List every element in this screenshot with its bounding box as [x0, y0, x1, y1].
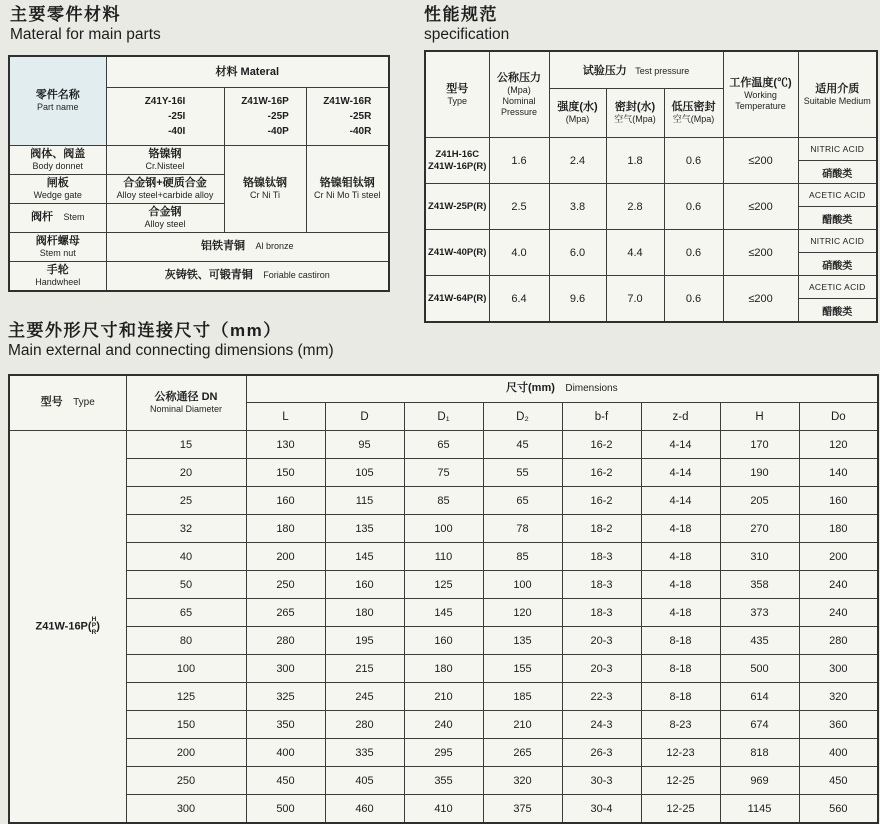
- model-header-cell: [224, 88, 306, 146]
- nominal-pressure-cell: 6.4: [489, 276, 549, 323]
- dim-cell: 250: [246, 571, 325, 599]
- dn-cell: 200: [126, 739, 246, 767]
- materials-table: [8, 55, 390, 292]
- dn-header-cell: 公称通径 DN Nominal Diameter: [126, 375, 246, 431]
- table-row: [425, 276, 877, 299]
- dn-cell: 15: [126, 431, 246, 459]
- type-cell: Z41W-25P(R): [425, 184, 489, 230]
- dn-cell: 100: [126, 655, 246, 683]
- dim-cell: 240: [799, 571, 878, 599]
- part-name-header-cell: [9, 56, 106, 146]
- part-cell: 阀杆 Stem: [9, 204, 106, 233]
- materials-heading-zh: 主要零件材料: [10, 5, 121, 24]
- dim-cell: 560: [799, 795, 878, 824]
- low-seal-cell: 0.6: [664, 138, 723, 184]
- dim-cell: 160: [325, 571, 404, 599]
- nominal-pressure-header-cell: 公称压力 (Mpa) Nominal Pressure: [489, 51, 549, 138]
- table-row: [9, 739, 878, 767]
- table-row: [9, 431, 878, 459]
- spec-section-heading: [424, 4, 509, 44]
- material-cell: 铬镍钢 Cr.Nisteel: [106, 146, 224, 175]
- model-lines: Z41W-16P -25P -40P: [241, 96, 289, 137]
- medium-zh-cell: 醋酸类: [798, 299, 877, 323]
- col-header-bf: b-f: [562, 403, 641, 431]
- type-cell: Z41H-16C Z41W-16P(R): [425, 138, 489, 184]
- col-header-D: D: [325, 403, 404, 431]
- nominal-pressure-cell: 2.5: [489, 184, 549, 230]
- dim-cell: 30-3: [562, 767, 641, 795]
- nominal-pressure-cell: 1.6: [489, 138, 549, 184]
- dimensions-heading-zh: 主要外形尺寸和连接尺寸（mm）: [8, 321, 282, 340]
- dim-cell: 135: [483, 627, 562, 655]
- dim-cell: 310: [720, 543, 799, 571]
- table-row: [9, 711, 878, 739]
- dim-cell: 674: [720, 711, 799, 739]
- col-header-H: H: [720, 403, 799, 431]
- dim-cell: 18-3: [562, 599, 641, 627]
- dim-cell: 325: [246, 683, 325, 711]
- part-name-en: Part name: [36, 102, 79, 112]
- dim-cell: 24-3: [562, 711, 641, 739]
- strength-cell: 3.8: [549, 184, 606, 230]
- dn-cell: 80: [126, 627, 246, 655]
- dim-cell: 320: [799, 683, 878, 711]
- temperature-cell: ≤200: [723, 230, 798, 276]
- dim-cell: 125: [404, 571, 483, 599]
- medium-en-cell: NITRIC ACID: [798, 230, 877, 253]
- dn-cell: 25: [126, 487, 246, 515]
- dim-cell: 300: [799, 655, 878, 683]
- dim-cell: 8-18: [641, 627, 720, 655]
- dn-cell: 300: [126, 795, 246, 824]
- table-row: [425, 138, 877, 161]
- dim-cell: 55: [483, 459, 562, 487]
- model-lines: Z41Y-16I -25I -40I: [144, 96, 186, 137]
- dim-cell: 450: [246, 767, 325, 795]
- materials-section-heading: [10, 4, 161, 44]
- dim-cell: 280: [799, 627, 878, 655]
- dim-cell: 358: [720, 571, 799, 599]
- dim-cell: 120: [483, 599, 562, 627]
- dim-cell: 373: [720, 599, 799, 627]
- dim-cell: 12-25: [641, 795, 720, 824]
- table-row: [425, 51, 877, 89]
- dim-cell: 360: [799, 711, 878, 739]
- dim-cell: 18-3: [562, 571, 641, 599]
- model-header-cell: [106, 88, 224, 146]
- dim-cell: 295: [404, 739, 483, 767]
- dim-cell: 100: [404, 515, 483, 543]
- dim-cell: 18-2: [562, 515, 641, 543]
- dim-cell: 500: [246, 795, 325, 824]
- table-row: [9, 375, 878, 403]
- dim-cell: 170: [720, 431, 799, 459]
- table-row: [9, 795, 878, 824]
- col-header-L: L: [246, 403, 325, 431]
- dim-cell: 180: [325, 599, 404, 627]
- dim-cell: 12-23: [641, 739, 720, 767]
- dim-cell: 4-18: [641, 543, 720, 571]
- dim-cell: 20-3: [562, 655, 641, 683]
- col-header-D2: D₂: [483, 403, 562, 431]
- col-header-D1: D₁: [404, 403, 483, 431]
- working-temperature-header-cell: 工作温度(℃) Working Temperature: [723, 51, 798, 138]
- material-header-cell: [106, 56, 389, 88]
- model-header-cell: [306, 88, 389, 146]
- table-row: [425, 184, 877, 207]
- dim-cell: 20-3: [562, 627, 641, 655]
- dim-cell: 78: [483, 515, 562, 543]
- dim-cell: 85: [404, 487, 483, 515]
- dim-cell: 130: [246, 431, 325, 459]
- table-row: [9, 627, 878, 655]
- material-header-label: 材料 Materal: [215, 65, 280, 78]
- table-row: [9, 56, 389, 88]
- temperature-cell: ≤200: [723, 276, 798, 323]
- dim-cell: 4-18: [641, 599, 720, 627]
- medium-zh-cell: 硝酸类: [798, 253, 877, 276]
- table-row: [9, 515, 878, 543]
- dn-cell: 250: [126, 767, 246, 795]
- dn-cell: 20: [126, 459, 246, 487]
- low-pressure-seal-header-cell: 低压密封 空气(Mpa): [664, 89, 723, 138]
- dim-cell: 245: [325, 683, 404, 711]
- dim-cell: 460: [325, 795, 404, 824]
- dim-cell: 614: [720, 683, 799, 711]
- dim-cell: 22-3: [562, 683, 641, 711]
- dim-cell: 16-2: [562, 487, 641, 515]
- dim-cell: 100: [483, 571, 562, 599]
- dimensions-heading-en: Main external and connecting dimensions (mm): [8, 342, 334, 359]
- dim-cell: 8-18: [641, 683, 720, 711]
- spec-heading-en: specification: [424, 26, 510, 43]
- dim-cell: 205: [720, 487, 799, 515]
- dim-cell: 435: [720, 627, 799, 655]
- part-cell: 阀体、阀盖 Body donnet: [9, 146, 106, 175]
- spec-heading-zh: 性能规范: [424, 5, 498, 24]
- dim-cell: 4-14: [641, 459, 720, 487]
- table-row: [9, 459, 878, 487]
- dim-cell: 210: [404, 683, 483, 711]
- part-cell: 闸板 Wedge gate: [9, 175, 106, 204]
- seal-cell: 2.8: [606, 184, 664, 230]
- dim-cell: 405: [325, 767, 404, 795]
- material-cell-full: 铝铁青铜 Al bronze: [106, 233, 389, 262]
- type-header-cell: 型号 Type: [425, 51, 489, 138]
- dn-cell: 150: [126, 711, 246, 739]
- dim-cell: 160: [799, 487, 878, 515]
- stacked-suffix: H P R: [91, 615, 97, 636]
- dim-cell: 400: [246, 739, 325, 767]
- spec-table: [424, 50, 878, 323]
- temperature-cell: ≤200: [723, 138, 798, 184]
- dim-cell: 4-14: [641, 487, 720, 515]
- dim-cell: 12-25: [641, 767, 720, 795]
- low-seal-cell: 0.6: [664, 230, 723, 276]
- dim-cell: 969: [720, 767, 799, 795]
- suitable-medium-header-cell: 适用介质 Suitable Medium: [798, 51, 877, 138]
- medium-zh-cell: 硝酸类: [798, 161, 877, 184]
- dimensions-table: [8, 374, 879, 824]
- table-row: [9, 571, 878, 599]
- dim-cell: 145: [325, 543, 404, 571]
- table-row: [9, 767, 878, 795]
- dim-cell: 16-2: [562, 459, 641, 487]
- dim-cell: 240: [404, 711, 483, 739]
- dim-cell: 180: [404, 655, 483, 683]
- material-cell-merged: 铬镍钼钛钢 Cr Ni Mo Ti steel: [306, 146, 389, 233]
- table-row: [425, 230, 877, 253]
- type-cell: Z41W-64P(R): [425, 276, 489, 323]
- dn-cell: 50: [126, 571, 246, 599]
- temperature-cell: ≤200: [723, 184, 798, 230]
- dim-cell: 8-23: [641, 711, 720, 739]
- dim-cell: 195: [325, 627, 404, 655]
- dim-cell: 30-4: [562, 795, 641, 824]
- dim-cell: 115: [325, 487, 404, 515]
- dim-cell: 110: [404, 543, 483, 571]
- seal-cell: 7.0: [606, 276, 664, 323]
- dim-cell: 75: [404, 459, 483, 487]
- part-cell: 手轮 Handwheel: [9, 262, 106, 291]
- dim-cell: 65: [483, 487, 562, 515]
- type-header-cell: 型号 Type: [9, 375, 126, 431]
- dim-cell: 85: [483, 543, 562, 571]
- dim-cell: 135: [325, 515, 404, 543]
- dim-cell: 45: [483, 431, 562, 459]
- material-cell-full: 灰铸铁、可锻青铜 Foriable castiron: [106, 262, 389, 291]
- dim-cell: 105: [325, 459, 404, 487]
- strength-header-cell: 强度(水) (Mpa): [549, 89, 606, 138]
- dn-cell: 65: [126, 599, 246, 627]
- dim-cell: 215: [325, 655, 404, 683]
- dimensions-span-header-cell: 尺寸(mm) Dimensions: [246, 375, 878, 403]
- dim-cell: 8-18: [641, 655, 720, 683]
- medium-en-cell: NITRIC ACID: [798, 138, 877, 161]
- dim-cell: 818: [720, 739, 799, 767]
- dim-cell: 500: [720, 655, 799, 683]
- dim-cell: 65: [404, 431, 483, 459]
- dim-cell: 190: [720, 459, 799, 487]
- dim-cell: 145: [404, 599, 483, 627]
- part-cell: 阀杆螺母 Stem nut: [9, 233, 106, 262]
- dim-cell: 4-14: [641, 431, 720, 459]
- dim-cell: 200: [799, 543, 878, 571]
- dim-cell: 410: [404, 795, 483, 824]
- dim-cell: 4-18: [641, 571, 720, 599]
- table-row: [9, 146, 389, 175]
- table-row: [9, 487, 878, 515]
- dimensions-section-heading: [8, 320, 334, 360]
- dn-cell: 32: [126, 515, 246, 543]
- strength-cell: 6.0: [549, 230, 606, 276]
- table-row: [9, 655, 878, 683]
- dim-cell: 265: [483, 739, 562, 767]
- dim-cell: 300: [246, 655, 325, 683]
- dim-cell: 210: [483, 711, 562, 739]
- nominal-pressure-cell: 4.0: [489, 230, 549, 276]
- dim-cell: 180: [246, 515, 325, 543]
- strength-cell: 9.6: [549, 276, 606, 323]
- dim-cell: 160: [404, 627, 483, 655]
- col-header-Do: Do: [799, 403, 878, 431]
- dim-cell: 350: [246, 711, 325, 739]
- dim-cell: 185: [483, 683, 562, 711]
- dim-cell: 270: [720, 515, 799, 543]
- dim-cell: 4-18: [641, 515, 720, 543]
- type-cell: Z41W-40P(R): [425, 230, 489, 276]
- dim-cell: 160: [246, 487, 325, 515]
- dim-cell: 355: [404, 767, 483, 795]
- seal-cell: 4.4: [606, 230, 664, 276]
- dn-cell: 40: [126, 543, 246, 571]
- dim-cell: 120: [799, 431, 878, 459]
- part-name-zh: 零件名称: [35, 89, 80, 101]
- low-seal-cell: 0.6: [664, 184, 723, 230]
- dim-cell: 95: [325, 431, 404, 459]
- dn-cell: 125: [126, 683, 246, 711]
- low-seal-cell: 0.6: [664, 276, 723, 323]
- dim-cell: 265: [246, 599, 325, 627]
- table-row: [9, 233, 389, 262]
- dim-cell: 335: [325, 739, 404, 767]
- table-row: [9, 683, 878, 711]
- medium-zh-cell: 醋酸类: [798, 207, 877, 230]
- material-cell-merged: 铬镍钛钢 Cr Ni Ti: [224, 146, 306, 233]
- table-row: [9, 262, 389, 291]
- dim-cell: 280: [246, 627, 325, 655]
- table-row: [9, 599, 878, 627]
- material-cell: 合金钢+硬质合金 Alloy steel+carbide alloy: [106, 175, 224, 204]
- type-value-cell: Z41W-16P( H P R ): [9, 431, 126, 824]
- dim-cell: 280: [325, 711, 404, 739]
- dim-cell: 1145: [720, 795, 799, 824]
- seal-header-cell: 密封(水) 空气(Mpa): [606, 89, 664, 138]
- medium-en-cell: ACETIC ACID: [798, 276, 877, 299]
- strength-cell: 2.4: [549, 138, 606, 184]
- col-header-zd: z-d: [641, 403, 720, 431]
- dim-cell: 375: [483, 795, 562, 824]
- dim-cell: 26-3: [562, 739, 641, 767]
- seal-cell: 1.8: [606, 138, 664, 184]
- dim-cell: 320: [483, 767, 562, 795]
- dim-cell: 240: [799, 599, 878, 627]
- model-lines: Z41W-16R -25R -40R: [323, 96, 372, 137]
- dim-cell: 200: [246, 543, 325, 571]
- test-pressure-header-cell: 试验压力 Test pressure: [549, 51, 723, 89]
- dim-cell: 450: [799, 767, 878, 795]
- dim-cell: 150: [246, 459, 325, 487]
- material-cell: 合金钢 Alloy steel: [106, 204, 224, 233]
- table-row: [9, 543, 878, 571]
- dim-cell: 18-3: [562, 543, 641, 571]
- dim-cell: 180: [799, 515, 878, 543]
- materials-heading-en: Materal for main parts: [10, 26, 161, 43]
- dim-cell: 16-2: [562, 431, 641, 459]
- medium-en-cell: ACETIC ACID: [798, 184, 877, 207]
- dim-cell: 155: [483, 655, 562, 683]
- dim-cell: 140: [799, 459, 878, 487]
- dim-cell: 400: [799, 739, 878, 767]
